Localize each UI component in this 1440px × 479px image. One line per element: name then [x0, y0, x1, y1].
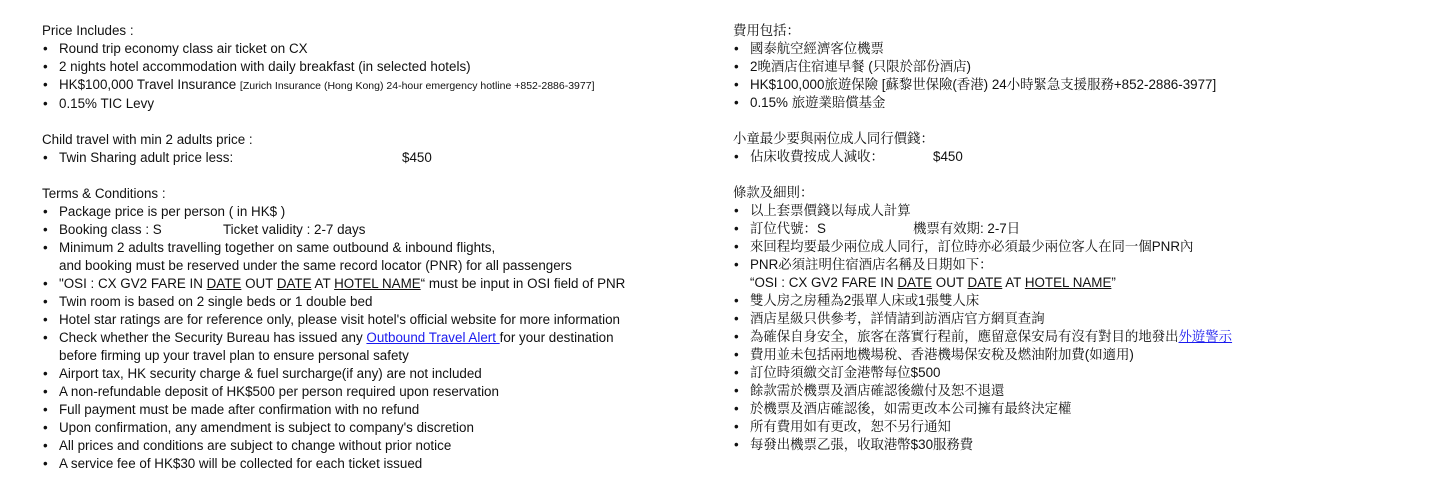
list-item [733, 220, 1413, 238]
list-item: • Full payment must be made after confirmation with no refund [42, 401, 702, 419]
list-item [42, 149, 702, 167]
child-price-list [42, 149, 702, 167]
list-item: • 0.15% TIC Levy [42, 95, 702, 113]
list-item: • Upon confirmation, any amendment is subject to company's discretion [42, 419, 702, 437]
child-price-heading-zh: 小童最少要與兩位成人同行價錢： [733, 131, 934, 146]
list-item: • Hotel star ratings are for reference only, please visit hotel's official website for more information [42, 311, 702, 329]
list-item: • 以上套票價錢以每成人計算 [733, 202, 1413, 220]
list-item [733, 148, 1413, 166]
terms-list [42, 203, 702, 473]
ticket-validity: Ticket validity : 2-7 days [223, 222, 366, 237]
list-item: • 為確保自身安全，旅客在落實行程前，應留意保安局有沒有對目的地發出外遊警示 [733, 328, 1413, 346]
terms-list-zh-2 [733, 292, 1413, 454]
list-item: • 訂位時須繳交訂金港幣每位$500 [733, 364, 1413, 382]
terms-list-zh [733, 202, 1413, 274]
list-item: • 2晚酒店住宿連早餐 (只限於部份酒店) [733, 58, 1413, 76]
osi-format-zh: “OSI : CX GV2 FARE IN DATE OUT DATE AT HOTEL NAME” [750, 275, 1116, 290]
list-item: • 來回程均要最少兩位成人同行，訂位時亦必須最少兩位客人在同一個PNR內 [733, 238, 1413, 256]
list-item: • 國泰航空經濟客位機票 [733, 40, 1413, 58]
list-item [42, 221, 702, 239]
list-item: • 費用並未包括兩地機場稅、香港機場保安稅及燃油附加費(如適用) [733, 346, 1413, 364]
list-item: • Check whether the Security Bureau has issued any Outbound Travel Alert for your destination before firming up your travel plan to ensure personal safety [42, 329, 702, 365]
price-includes-heading: Price Includes : [42, 23, 134, 38]
list-item: • 每發出機票乙張，收取港幣$30服務費 [733, 436, 1413, 454]
terms-heading: Terms & Conditions : [42, 186, 166, 201]
list-item: • Airport tax, HK security charge & fuel surcharge(if any) are not included [42, 365, 702, 383]
ticket-validity-zh: 機票有效期: 2-7日 [913, 221, 1021, 236]
child-price-heading: Child travel with min 2 adults price : [42, 132, 253, 147]
list-item: • A non-refundable deposit of HK$500 per person required upon reservation [42, 383, 702, 401]
list-item: • "OSI : CX GV2 FARE IN DATE OUT DATE AT HOTEL NAME“ must be input in OSI field of PNR [42, 275, 702, 293]
list-item: • PNR必須註明住宿酒店名稱及日期如下： [733, 256, 1413, 274]
list-item: • HK$100,000旅遊保險 [蘇黎世保險(香港) 24小時緊急支援服務+852-2886-3977] [733, 76, 1413, 94]
child-price-label-zh: 佔床收費按成人減收： [750, 149, 884, 164]
list-item: • Twin room is based on 2 single beds or 1 double bed [42, 293, 702, 311]
list-item: • 酒店星級只供參考，詳情請到訪酒店官方網頁查詢 [733, 310, 1413, 328]
list-item: • 雙人房之房種為2張單人床或1張雙人床 [733, 292, 1413, 310]
list-item: • Package price is per person ( in HK$ ) [42, 203, 702, 221]
booking-class: Booking class : S [59, 222, 162, 237]
list-item: • Round trip economy class air ticket on CX [42, 40, 702, 58]
list-item: • Minimum 2 adults travelling together on same outbound & inbound flights, and booking must be reserved under the same record locator (PNR) for all passengers [42, 239, 702, 275]
price-includes-heading-zh: 費用包括： [733, 23, 800, 38]
list-item [42, 76, 702, 95]
outbound-travel-alert-link[interactable]: Outbound Travel Alert [366, 330, 500, 345]
chinese-column [733, 22, 1413, 454]
insurance-text: HK$100,000 Travel Insurance [59, 77, 237, 92]
terms-heading-zh: 條款及細則： [733, 185, 814, 200]
child-price-value-zh: $450 [933, 149, 963, 164]
list-item: • A service fee of HK$30 will be collected for each ticket issued [42, 455, 702, 473]
twin-sharing-value: $450 [402, 150, 432, 165]
list-item: • 2 nights hotel accommodation with daily breakfast (in selected hotels) [42, 58, 702, 76]
english-column [42, 22, 702, 473]
twin-sharing-label: Twin Sharing adult price less: [59, 150, 234, 165]
list-item: • All prices and conditions are subject to change without prior notice [42, 437, 702, 455]
list-item: • 所有費用如有更改，恕不另行通知 [733, 418, 1413, 436]
child-price-list-zh [733, 148, 1413, 166]
list-item: • 於機票及酒店確認後，如需更改本公司擁有最終決定權 [733, 400, 1413, 418]
price-includes-list [42, 40, 702, 113]
outbound-travel-alert-link-zh[interactable]: 外遊警示 [1178, 329, 1233, 344]
insurance-note: [Zurich Insurance (Hong Kong) 24-hour emergency hotline +852-2886-3977] [239, 80, 595, 92]
price-includes-list-zh [733, 40, 1413, 112]
list-item: • 餘款需於機票及酒店確認後繳付及恕不退還 [733, 382, 1413, 400]
booking-class-zh: 訂位代號：S [750, 221, 826, 236]
list-item: • 0.15% 旅遊業賠償基金 [733, 94, 1413, 112]
